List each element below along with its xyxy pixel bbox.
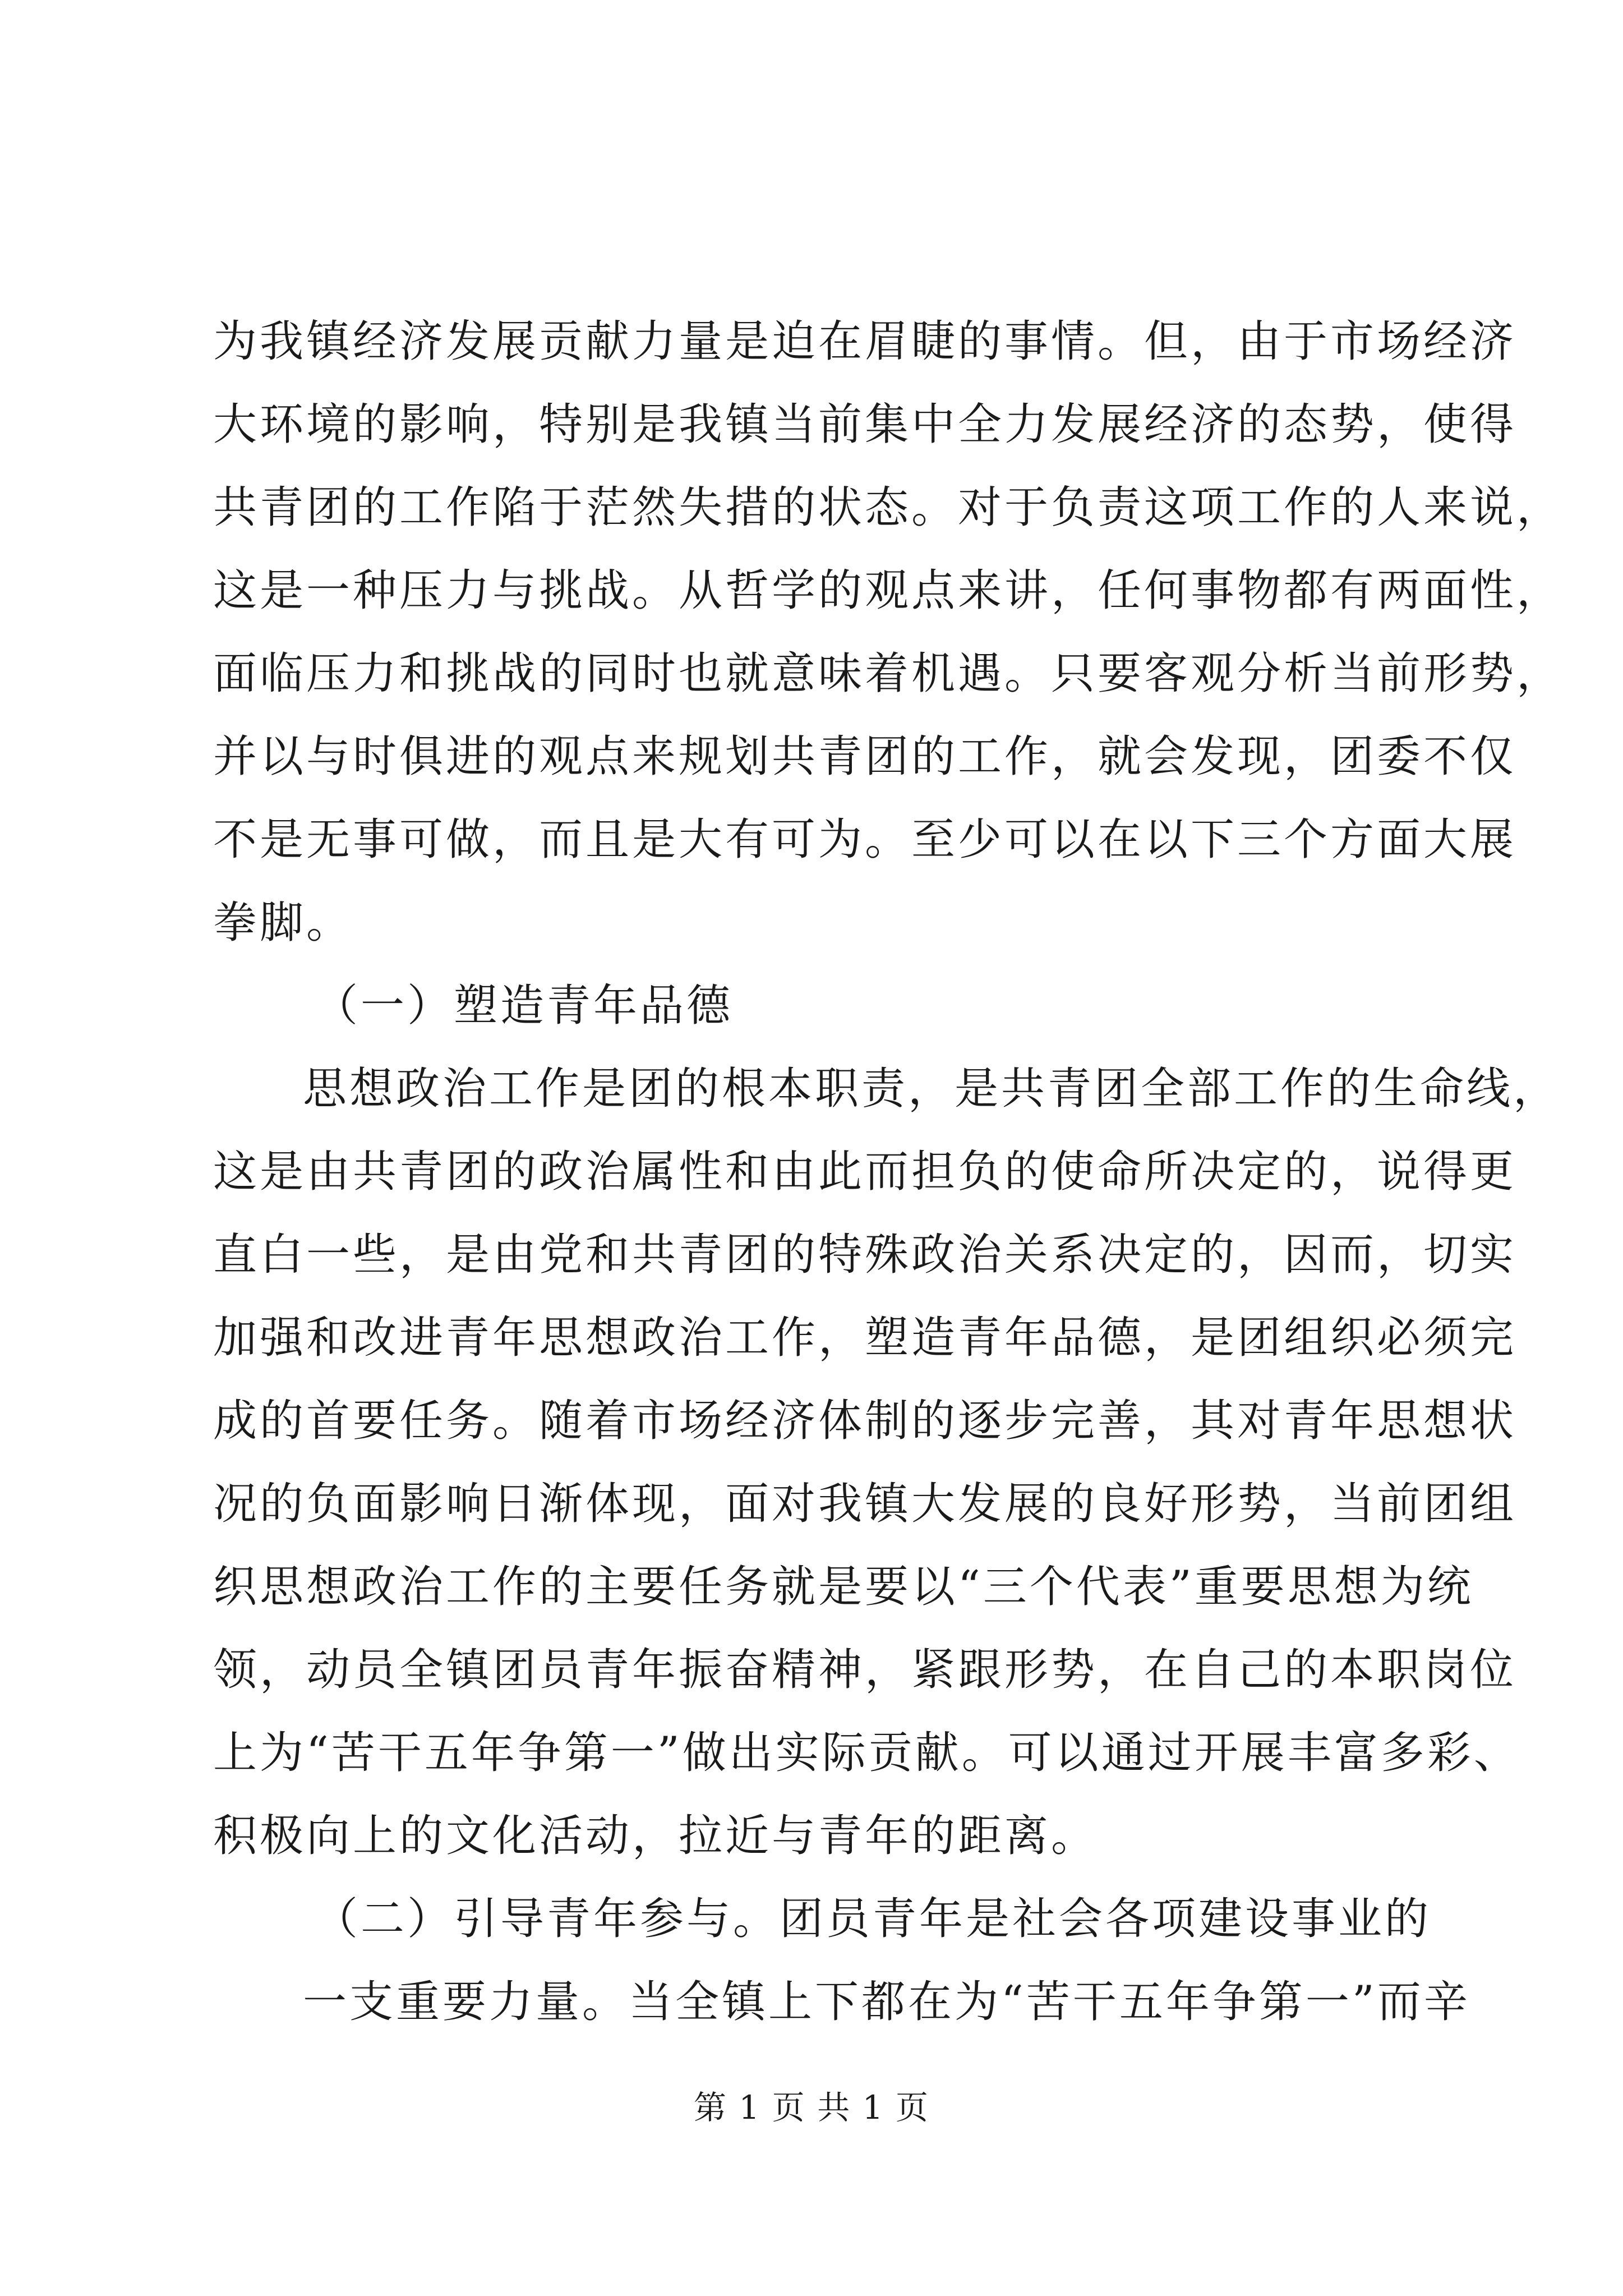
text-line-5: 面临压力和挑战的同时也就意味着机遇。只要客观分析当前形势， — [213, 648, 1564, 699]
section-heading-1: （一）塑造青年品德 — [314, 981, 734, 1031]
text-line-15: 况的负面影响日渐体现，面对我镇大发展的良好形势，当前团组 — [213, 1479, 1517, 1529]
text-line-1: 为我镇经济发展贡献力量是迫在眉睫的事情。但，由于市场经济 — [213, 316, 1517, 367]
text-line-3: 共青团的工作陷于茫然失措的状态。对于负责这项工作的人来说， — [213, 482, 1564, 533]
text-line-12: 直白一些，是由党和共青团的特殊政治关系决定的，因而，切实 — [213, 1230, 1517, 1280]
text-line-14: 成的首要任务。随着市场经济体制的逐步完善，其对青年思想状 — [213, 1396, 1517, 1446]
text-line-4: 这是一种压力与挑战。从哲学的观点来讲，任何事物都有两面性， — [213, 565, 1564, 616]
text-line-19: 积极向上的文化活动，拉近与青年的距离。 — [213, 1811, 1098, 1861]
text-line-6: 并以与时俱进的观点来规划共青团的工作，就会发现，团委不仅 — [213, 731, 1517, 782]
text-line-8: 拳脚。 — [213, 898, 353, 948]
text-line-2: 大环境的影响，特别是我镇当前集中全力发展经济的态势，使得 — [213, 399, 1517, 450]
text-line-11: 这是由共青团的政治属性和由此而担负的使命所决定的，说得更 — [213, 1147, 1517, 1197]
text-line-21: 一支重要力量。当全镇上下都在为“苦干五年争第一”而辛 — [303, 1977, 1470, 2027]
text-line-7: 不是无事可做，而且是大有可为。至少可以在以下三个方面大展 — [213, 815, 1517, 865]
text-line-17: 领，动员全镇团员青年振奋精神，紧跟形势，在自己的本职岗位 — [213, 1645, 1517, 1695]
text-line-10: 思想政治工作是团的根本职责，是共青团全部工作的生命线， — [303, 1064, 1560, 1114]
page-number-footer: 第 1 页 共 1 页 — [694, 2088, 929, 2127]
section-heading-2: （二）引导青年参与。团员青年是社会各项建设事业的 — [314, 1894, 1432, 1944]
text-line-16: 织思想政治工作的主要任务就是要以“三个代表”重要思想为统 — [213, 1562, 1474, 1612]
text-line-13: 加强和改进青年思想政治工作，塑造青年品德，是团组织必须完 — [213, 1313, 1517, 1363]
text-line-18: 上为“苦干五年争第一”做出实际贡献。可以通过开展丰富多彩、 — [213, 1728, 1520, 1778]
